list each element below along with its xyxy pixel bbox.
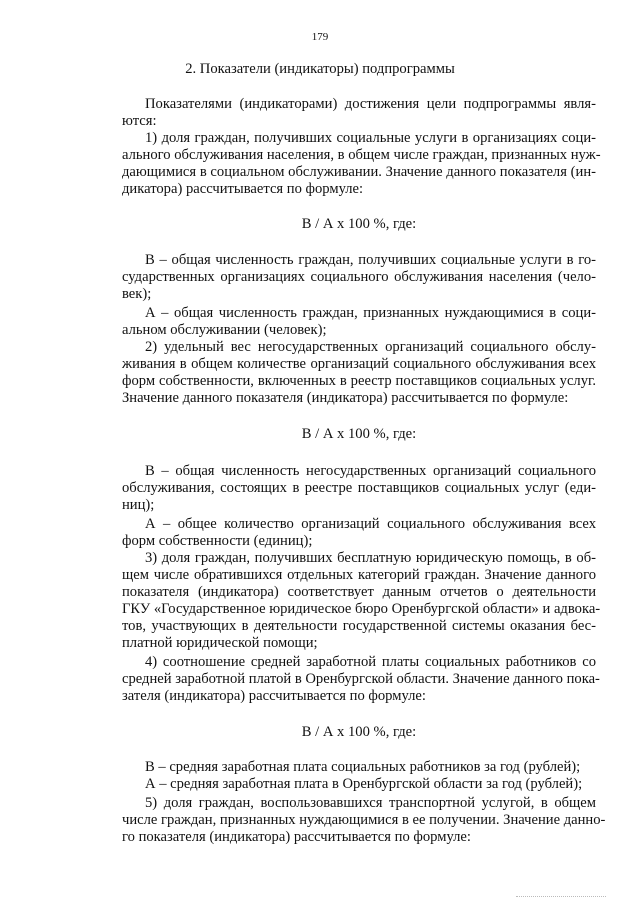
text-line: В – общая численность граждан, получивших социальные услуги в го- — [145, 252, 596, 268]
text-line: щем числе обратившихся отдельных категорий граждан. Значение данного — [122, 567, 596, 583]
text-line: ниц); — [122, 497, 155, 513]
page-number: 179 — [311, 31, 329, 43]
text-line: 4) соотношение средней заработной платы социальных работников со — [145, 654, 596, 670]
text-line: показателя (индикатора) соответствует данным отчетов о деятельности — [122, 584, 596, 600]
text-line: ального обслуживания населения, в общем числе граждан, признанных нуж- — [122, 147, 601, 163]
text-line: век); — [122, 286, 152, 302]
text-line: 5) доля граждан, воспользовавшихся транспортной услугой, в общем — [145, 795, 596, 811]
text-line: числе граждан, признанных нуждающимися в ее получении. Значение данно- — [122, 812, 606, 828]
text-line: дикатора) рассчитывается по формуле: — [122, 181, 364, 197]
text-line: ГКУ «Государственное юридическое бюро Оренбургской области» и адвока- — [122, 601, 601, 617]
text-line: сударственных организациях социального обслуживания населения (чело- — [122, 269, 596, 285]
text-line: Показателями (индикаторами) достижения цели подпрограммы явля- — [145, 96, 596, 112]
text-line: 2) удельный вес негосударственных организаций социального обслу- — [145, 339, 596, 355]
formula: В / А х 100 %, где: — [301, 426, 417, 442]
text-line: форм собственности, включенных в реестр поставщиков социальных услуг. — [122, 373, 596, 389]
text-line: зателя (индикатора) рассчитывается по формуле: — [122, 688, 426, 704]
formula: В / А х 100 %, где: — [301, 724, 417, 740]
text-line: В – общая численность негосударственных организаций социального — [145, 463, 596, 479]
text-line: дающимися в социальном обслуживании. Значение данного показателя (ин- — [122, 164, 596, 180]
text-line: альном обслуживании (человек); — [122, 322, 327, 338]
text-line: 3) доля граждан, получивших бесплатную юридическую помощь, в об- — [145, 550, 596, 566]
text-line: В – средняя заработная плата социальных работников за год (рублей); — [145, 759, 581, 775]
text-line: форм собственности (единиц); — [122, 533, 313, 549]
text-line: А – общее количество организаций социального обслуживания всех — [145, 516, 596, 532]
text-line: го показателя (индикатора) рассчитывается по формуле: — [122, 829, 471, 845]
text-line: средней заработной платой в Оренбургской области. Значение данного пока- — [122, 671, 600, 687]
scan-artifact — [516, 896, 606, 899]
text-line: 1) доля граждан, получивших социальные услуги в организациях соци- — [145, 130, 596, 146]
text-line: платной юридической помощи; — [122, 635, 318, 651]
formula: В / А х 100 %, где: — [301, 216, 417, 232]
text-line: Значение данного показателя (индикатора) рассчитывается по формуле: — [122, 390, 569, 406]
text-line: живания в общем количестве организаций социального обслуживания всех — [122, 356, 596, 372]
text-line: А – общая численность граждан, признанных нуждающимися в соци- — [145, 305, 596, 321]
text-line: А – средняя заработная плата в Оренбургской области за год (рублей); — [145, 776, 583, 792]
text-line: тов, участвующих в деятельности государственной системы оказания бес- — [122, 618, 596, 634]
text-line: ются: — [122, 113, 157, 129]
section-heading: 2. Показатели (индикаторы) подпрограммы — [185, 61, 455, 77]
text-line: обслуживания, состоящих в реестре поставщиков социальных услуг (еди- — [122, 480, 596, 496]
